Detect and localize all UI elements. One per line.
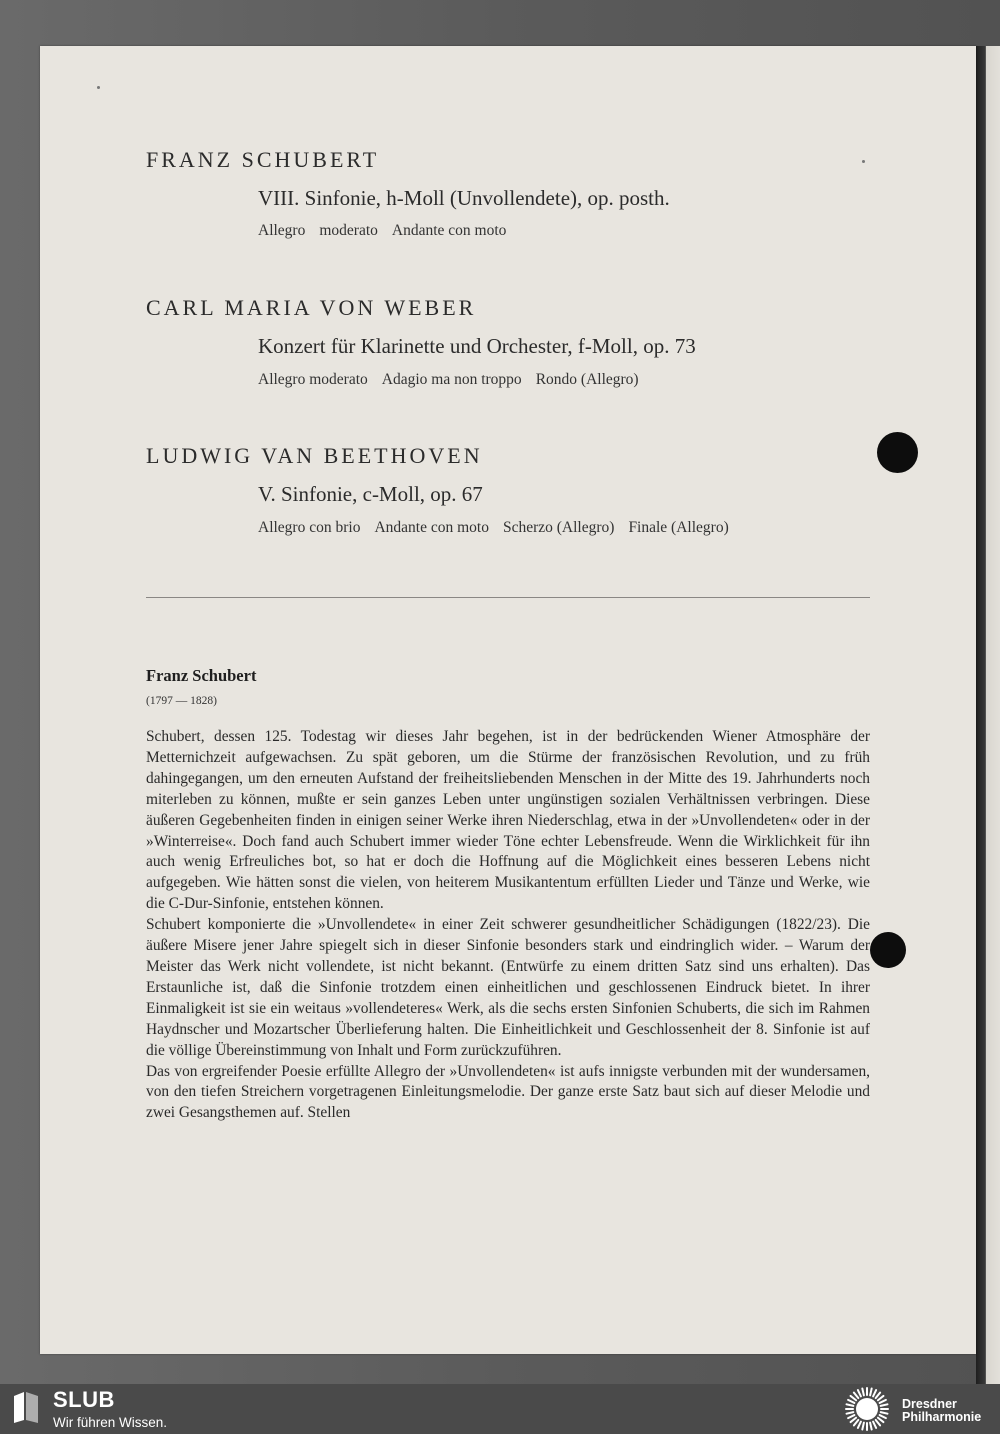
- logo-ray: [848, 1400, 854, 1403]
- logo-ray: [858, 1422, 861, 1428]
- biography-heading: Franz Schubert: [146, 666, 257, 685]
- logo-ray: [881, 1404, 888, 1406]
- work-title: V. Sinfonie, c-Moll, op. 67: [258, 482, 483, 506]
- logo-ray: [878, 1418, 883, 1422]
- paper-speck: [862, 160, 865, 163]
- work-title: VIII. Sinfonie, h-Moll (Unvollendete), op. posth.: [258, 186, 670, 210]
- movement-list: [258, 519, 743, 537]
- dresdner-philharmonie-logo-icon[interactable]: [841, 1386, 893, 1432]
- movement-list: [258, 371, 653, 389]
- logo-ray: [851, 1418, 856, 1422]
- composer-name: LUDWIG VAN BEETHOVEN: [146, 443, 483, 468]
- punch-hole: [870, 932, 906, 968]
- logo-ray: [876, 1420, 880, 1425]
- partner-name[interactable]: [902, 1398, 981, 1424]
- logo-ray: [880, 1400, 886, 1403]
- logo-ray: [854, 1393, 858, 1398]
- logo-ray: [881, 1412, 888, 1414]
- biography-paragraph: Schubert, dessen 125. Todestag wir dieses Jahr begehen, ist in der bedrückenden Wiener Atmosphäre der Metternichzeit aufgewachsen. Zu spät geboren, um die Stürme der französischen Revolution, und zu früh dahingegangen, um den erneuten Aufstand der freiheitsliebenden Menschen in der Mitte des 19. Jahrhunderts noch miterleben zu können, mußte er sein ganzes Leben unter ungünstigen sozialen Verhältnissen verbringen. Diese äußeren Gegebenheiten finden in einigen seiner Werke ihren Niederschlag, etwa in der »Unvollendeten« oder in der »Winterreise«. Doch fand auch Schubert immer wieder Töne echter Lebensfreude. Wenn die Wirklichkeit für ihn auch wenig Erfreuliches bot, so hat er doch die Hoffnung auf die Möglichkeit eines besseren Lebens nicht aufgegeben. Wie hätten sonst die vielen, von heiterem Musikantentum erfüllten Lieder und Tänze und Werke, wie die C-Dur-Sinfonie, entstehen können.: [146, 728, 870, 913]
- logo-ray: [851, 1396, 856, 1400]
- logo-ray: [854, 1420, 858, 1425]
- partner-name-line: Philharmonie: [902, 1410, 982, 1424]
- logo-ray: [862, 1423, 864, 1430]
- movement: Andante con moto: [391, 222, 507, 239]
- logo-ray: [847, 1412, 854, 1414]
- logo-ray: [847, 1404, 854, 1406]
- movement: Scherzo (Allegro): [502, 519, 615, 536]
- biography-dates: (1797 — 1828): [146, 695, 217, 707]
- logo-ray: [873, 1422, 876, 1428]
- library-name[interactable]: SLUB: [53, 1387, 115, 1412]
- partner-name-line: Dresdner: [902, 1397, 957, 1411]
- logo-ray: [870, 1389, 872, 1396]
- composer-name: CARL MARIA VON WEBER: [146, 295, 477, 320]
- adjacent-page-edge: [976, 46, 1000, 1384]
- movement: Rondo (Allegro): [535, 371, 639, 388]
- logo-ray: [862, 1389, 864, 1396]
- movement: Allegro moderato: [258, 371, 368, 388]
- logo-ray: [848, 1415, 854, 1418]
- movement: Andante con moto: [374, 519, 489, 536]
- logo-ray: [873, 1390, 876, 1396]
- slub-book-icon: [12, 1390, 40, 1424]
- logo-ray: [870, 1423, 872, 1430]
- paper-speck: [97, 86, 100, 89]
- movement: Finale (Allegro): [628, 519, 729, 536]
- logo-ray: [876, 1393, 880, 1398]
- biography-paragraph: Schubert komponierte die »Unvollendete« in einer Zeit schwerer gesundheitlicher Schädigungen (1822/23). Die äußere Misere jener Jahre spiegelt sich in dieser Sinfonie besonders stark und eindringlich wider. – Warum der Meister das Werk nicht vollendete, ist nicht bekannt. (Entwürfe zu einem dritten Satz sind uns erhalten). Das Erstaunliche ist, daß die Sinfonie trotzdem einen einheitlichen und geschlossenen Eindruck bietet. In ihrer Einmaligkeit ist sie ein weitaus »vollendeteres« Werk, als die sechs ersten Sinfonien Schuberts, die sich im Rahmen Haydnscher und Mozartscher Überlieferung halten. Die Einheitlichkeit und Geschlossenheit der 8. Sinfonie ist auf die völlige Übereinstimmung von Inhalt und Form zurückzuführen.: [146, 916, 870, 1059]
- composer-name: FRANZ SCHUBERT: [146, 147, 380, 172]
- movement: Allegro con brio: [258, 519, 361, 536]
- movement-list: [258, 222, 520, 240]
- movement: moderato: [319, 222, 378, 239]
- biography-text: [146, 727, 870, 1124]
- movement: Adagio ma non troppo: [381, 371, 522, 388]
- logo-ray: [880, 1415, 886, 1418]
- logo-ray: [858, 1390, 861, 1396]
- library-slogan: Wir führen Wissen.: [53, 1415, 168, 1430]
- punch-hole: [877, 432, 918, 473]
- work-title: Konzert für Klarinette und Orchester, f-Moll, op. 73: [258, 334, 696, 358]
- section-divider: [146, 597, 870, 598]
- movement: Allegro: [258, 222, 306, 239]
- biography-paragraph: Das von ergreifender Poesie erfüllte Allegro der »Unvollendeten« ist aufs innigste verbunden mit der wundersamen, von den tiefen Streichern vorgetragenen Einleitungsmelodie. Der ganze erste Satz baut sich auf dieser Melodie und zwei Gesangsthemen auf. Stellen: [146, 1062, 870, 1122]
- logo-ray: [878, 1396, 883, 1400]
